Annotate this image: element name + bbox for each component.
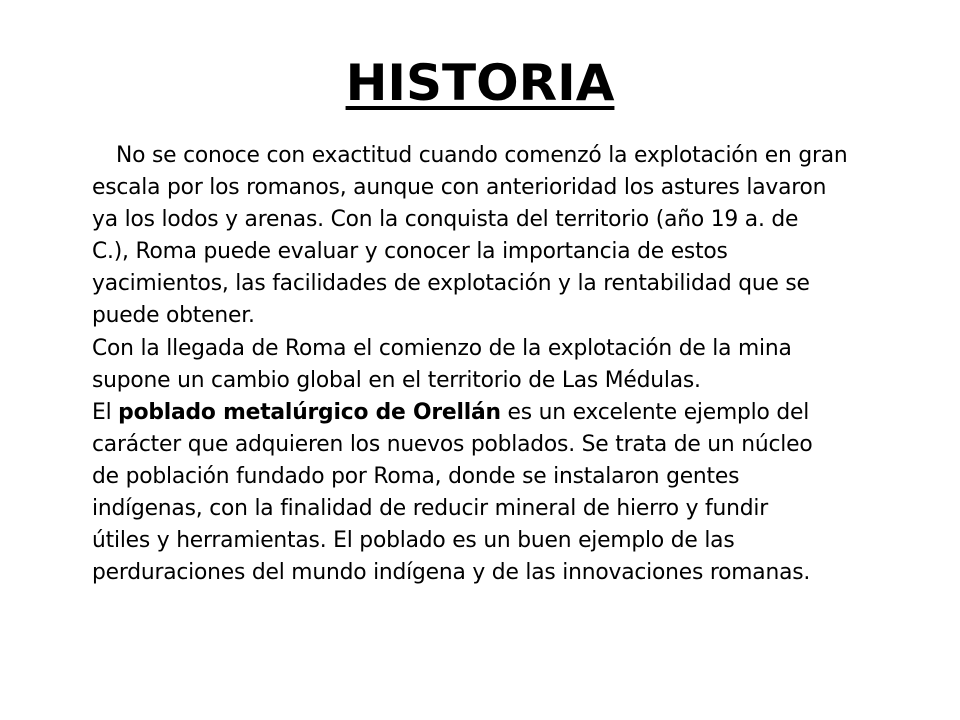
paragraph-line: escala por los romanos, aunque con anterioridad los astures lavaron <box>92 175 827 201</box>
paragraph-line: carácter que adquieren los nuevos poblados. Se trata de un núcleo <box>92 431 813 457</box>
paragraph-line: de población fundado por Roma, donde se instalaron gentes <box>92 463 740 489</box>
paragraph-line: puede obtener. <box>92 303 255 329</box>
bold-phrase: poblado metalúrgico de Orellán <box>118 399 501 425</box>
paragraph-3 <box>92 397 914 590</box>
text-prefix: El <box>92 399 119 425</box>
paragraph-line: C.), Roma puede evaluar y conocer la importancia de estos <box>92 239 728 265</box>
paragraph-line: indígenas, con la finalidad de reducir mineral de hierro y fundir <box>92 496 768 522</box>
paragraph-1 <box>92 140 914 333</box>
paragraph-line: ya los lodos y arenas. Con la conquista del territorio (año 19 a. de <box>92 207 799 233</box>
paragraph-2 <box>92 333 914 397</box>
paragraph-line: No se conoce con exactitud cuando comenzó la explotación en gran <box>116 143 848 168</box>
paragraph-line: perduraciones del mundo indígena y de las innovaciones romanas. <box>92 560 811 586</box>
body-text <box>92 140 914 589</box>
paragraph-line: yacimientos, las facilidades de explotación y la rentabilidad que se <box>92 271 810 297</box>
slide-title: HISTORIA <box>345 54 615 112</box>
text-suffix: es un excelente ejemplo del <box>500 399 810 425</box>
paragraph-line: Con la llegada de Roma el comienzo de la explotación de la mina <box>92 335 792 361</box>
paragraph-line: útiles y herramientas. El poblado es un buen ejemplo de las <box>92 528 735 554</box>
paragraph-line <box>92 397 914 429</box>
paragraph-line: supone un cambio global en el territorio de Las Médulas. <box>92 367 701 393</box>
